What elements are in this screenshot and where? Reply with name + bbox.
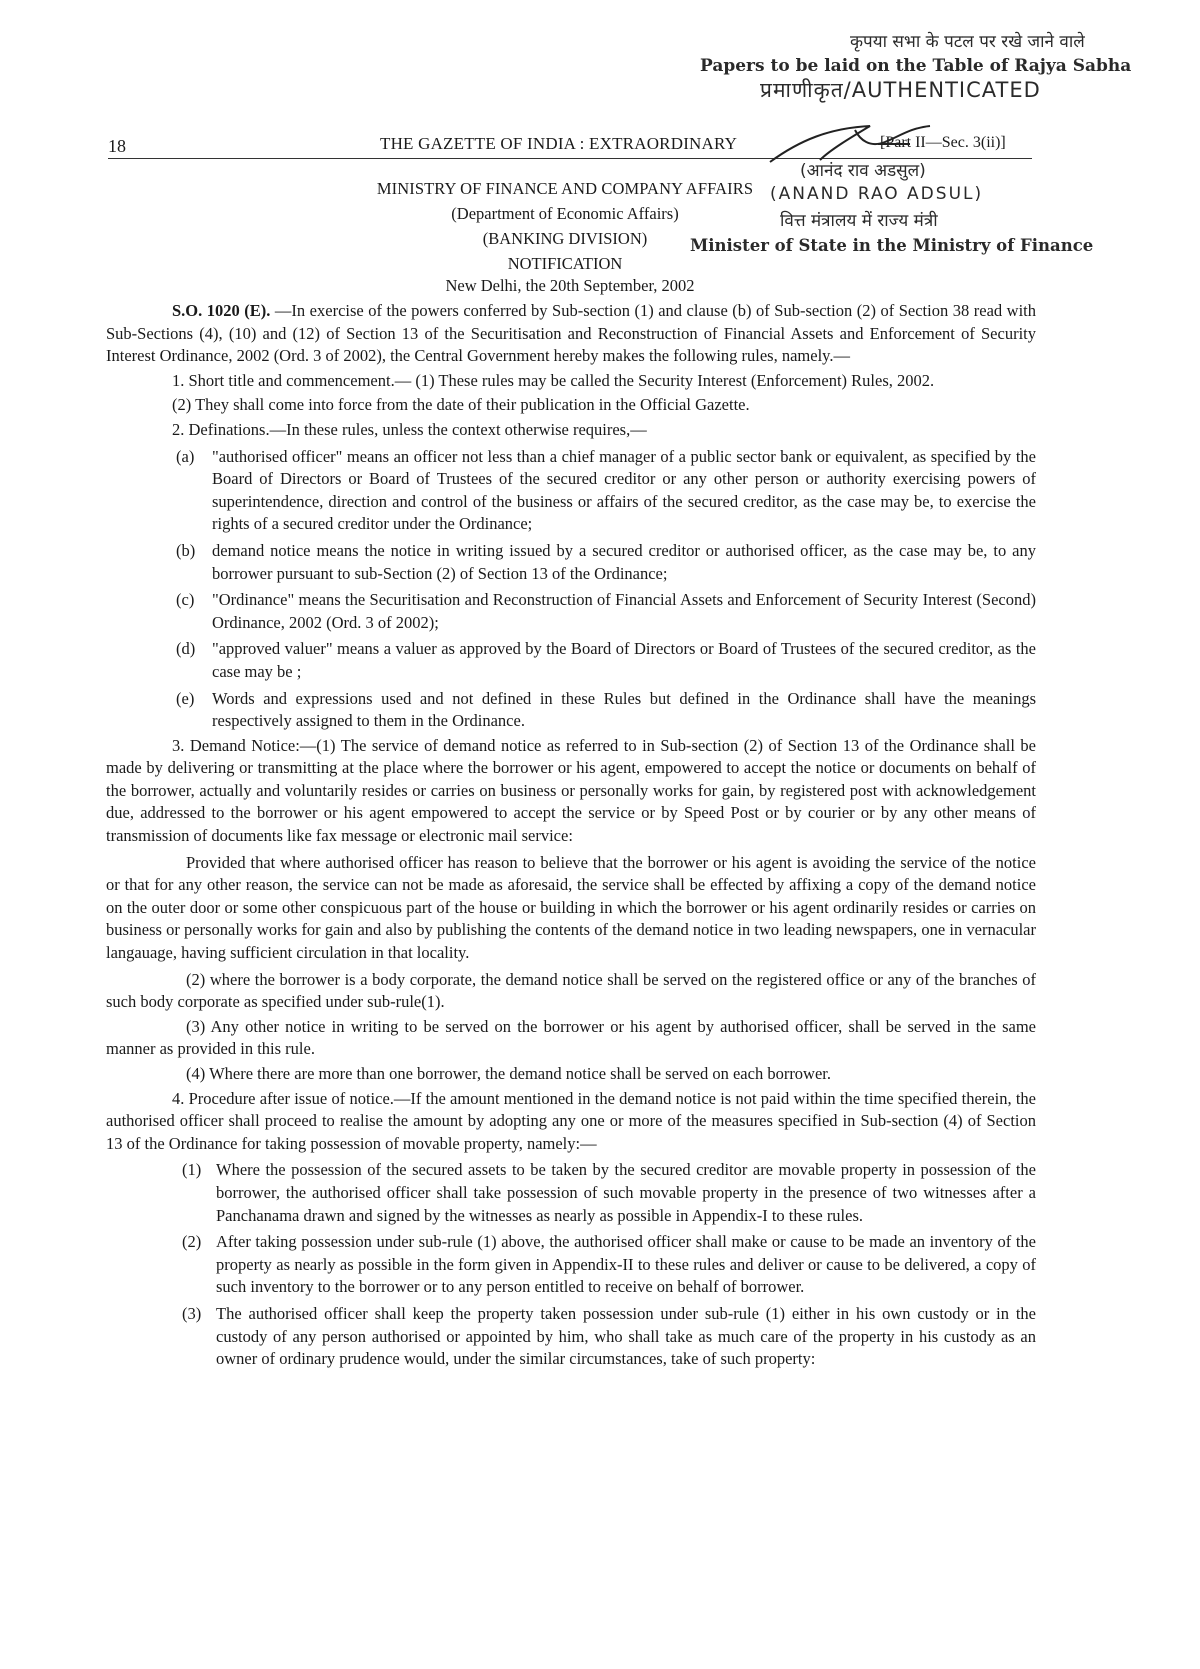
- definition-text: "Ordinance" means the Securitisation and Reconstruction of Financial Assets and Enforcement of Security Interest (Second) Ordinance, 2002 (Ord. 3 of 2002);: [212, 590, 1036, 632]
- definition-label: (a): [176, 446, 195, 466]
- definition-label: (c): [176, 590, 195, 610]
- rule-4-item: [182, 1231, 1036, 1299]
- rule-3-2: (2) where the borrower is a body corporate, the demand notice shall be served on the registered office or any of the branches of such body corporate as specified under sub-rule(1).: [106, 969, 1036, 1012]
- department-name: (Department of Economic Affairs): [451, 204, 679, 223]
- gazette-title: THE GAZETTE OF INDIA : EXTRAORDINARY: [380, 134, 738, 153]
- rule-1-1: 1. Short title and commencement.— (1) These rules may be called the Security Interest (Enforcement) Rules, 2002.: [172, 370, 935, 390]
- rule-2-intro: 2. Definations.—In these rules, unless the context otherwise requires,—: [172, 419, 647, 439]
- rule-4-item-label: (2): [182, 1232, 202, 1252]
- part-section-label: [Part II—Sec. 3(ii)]: [880, 134, 1006, 151]
- rule-4-intro: 4. Procedure after issue of notice.—If the amount mentioned in the demand notice is not paid within the time specified therein, the authorised officer shall proceed to realise the amount by adopting any one or more of the measures specified in Sub-section (4) of Section 13 of the Ordinance for taking possession of movable property, namely:—: [106, 1088, 1036, 1153]
- definition-text: Words and expressions used and not defined in these Rules but defined in the Ordinance shall have the meanings respectively assigned to them in the Ordinance.: [212, 688, 1036, 731]
- definition-label: (d): [176, 639, 196, 659]
- signatory-english-title: Minister of State in the Ministry of Finance: [690, 236, 1094, 255]
- rule-3-4: (4) Where there are more than one borrower, the demand notice shall be served on each borrower.: [186, 1064, 832, 1083]
- rule-1-2: (2) They shall come into force from the date of their publication in the Official Gazette.: [172, 395, 750, 415]
- rule-4-item-text: The authorised officer shall keep the property taken possession under sub-rule (1) either in his own custody or in the custody of any person authorised or appointed by him, who shall take as much care of the property in his custody as an owner of ordinary prudence would, under the similar circumstances, take of such property:: [216, 1303, 1036, 1369]
- rule-3-3: (3) Any other notice in writing to be served on the borrower or his agent by authorised officer, shall be served in the same manner as provided in this rule.: [106, 1016, 1036, 1059]
- ministry-name: MINISTRY OF FINANCE AND COMPANY AFFAIRS: [376, 179, 754, 198]
- signatory-english-name: (ANAND RAO ADSUL): [770, 184, 984, 204]
- definition-item: [176, 540, 1036, 585]
- definition-item: [176, 638, 1036, 683]
- definition-label: (e): [176, 688, 195, 708]
- rule-4-item: [182, 1303, 1036, 1371]
- preamble-text: —In exercise of the powers conferred by Sub-section (1) and clause (b) of Sub-section (2) of Section 38 read with Sub-Sections (4), (10) and (12) of Section 13 of the Securitisation and Reconstruction of Financial Assets and Enforcement of Security Interest Ordinance, 2002 (Ord. 3 of 2002), the Central Government hereby makes the following rules, namely.—: [106, 301, 1036, 366]
- rule-3-1: 3. Demand Notice:—(1) The service of demand notice as referred to in Sub-section (2) of Section 13 of the Ordinance shall be made by delivering or transmitting at the place where the borrower or his agent, empowered to accept the notice or documents on behalf of the borrower, actually and voluntarily resides or carries on business or personally works for gain, by registered post with acknowledgement due, addressed to the borrower or his agent empowered to accept the service or by Speed Post or by courier or by any other means of transmission of documents like fax message or electronic mail service:: [106, 735, 1036, 846]
- signatory-hindi-name: (आनंद राव अडसुल): [800, 161, 926, 181]
- rule-4-item-label: (3): [182, 1303, 202, 1323]
- definition-text: "authorised officer" means an officer not less than a chief manager of a public sector bank or equivalent, as specified by the Board of Directors or Board of Trustees of the secured creditor or any other person or authority exercising powers of superintendence, direction and control of the business or affairs of the secured creditor, as the case may be, to exercise the rights of a secured creditor under the Ordinance;: [212, 446, 1036, 534]
- signatory-hindi-title: वित्त मंत्रालय में राज्य मंत्री: [780, 211, 938, 231]
- so-number: S.O. 1020 (E).: [172, 301, 271, 320]
- preamble-paragraph: [106, 300, 1036, 368]
- dateline: New Delhi, the 20th September, 2002: [445, 276, 695, 295]
- rule-4-item-text: Where the possession of the secured assets to be taken by the secured creditor are movable property in possession of the borrower, the authorised officer shall take possession of such movable property in the presence of two witnesses after a Panchanama drawn and signed by the witnesses as nearly as possible in Appendix-I to these rules.: [216, 1160, 1036, 1225]
- definition-item: [176, 589, 1036, 634]
- rule-4-item-text: After taking possession under sub-rule (1) above, the authorised officer shall make or cause to be made an inventory of the property as nearly as possible in the form given in Appendix-II to these rules and deliver or cause to be delivered, a copy of such inventory to the borrower or to any person entitled to receive on behalf of borrower.: [216, 1232, 1036, 1297]
- definition-item: [176, 688, 1036, 733]
- page-number: 18: [108, 136, 126, 156]
- definition-text: demand notice means the notice in writing issued by a secured creditor or authorised officer, as the case may be, to any borrower pursuant to sub-Section (2) of Section 13 of the Ordinance;: [212, 540, 1036, 583]
- stamp-authenticated: प्रमाणीकृत/AUTHENTICATED: [760, 78, 1041, 102]
- definitions-list: [176, 446, 1036, 733]
- ministry-block: [340, 176, 790, 276]
- stamp-hindi-line: कृपया सभा के पटल पर रखे जाने वाले: [850, 32, 1085, 52]
- authentication-stamp: [700, 30, 1180, 102]
- rule-4-item-label: (1): [182, 1160, 202, 1180]
- definition-label: (b): [176, 540, 196, 560]
- rule-3-proviso: Provided that where authorised officer has reason to believe that the borrower or his agent is avoiding the service of the notice or that for any other reason, the service can not be made as aforesaid, the service shall be effected by affixing a copy of the demand notice on the outer door or some other conspicuous part of the house or building in which the borrower or his agent ordinarily resides or carries on business or personally works for gain and also by publishing the contents of the demand notice in two leading newspapers, one in vernacular langauage, having sufficient circulation in that locality.: [106, 852, 1036, 963]
- stamp-english-line: Papers to be laid on the Table of Rajya Sabha: [700, 56, 1132, 76]
- notification-body: [106, 300, 1036, 1371]
- definition-text: "approved valuer" means a valuer as approved by the Board of Directors or Board of Trustees of the secured creditor, as the case may be ;: [212, 639, 1036, 681]
- rule-4-item: [182, 1159, 1036, 1227]
- notification-heading: NOTIFICATION: [507, 254, 623, 273]
- definition-item: [176, 446, 1036, 536]
- division-name: (BANKING DIVISION): [482, 229, 648, 248]
